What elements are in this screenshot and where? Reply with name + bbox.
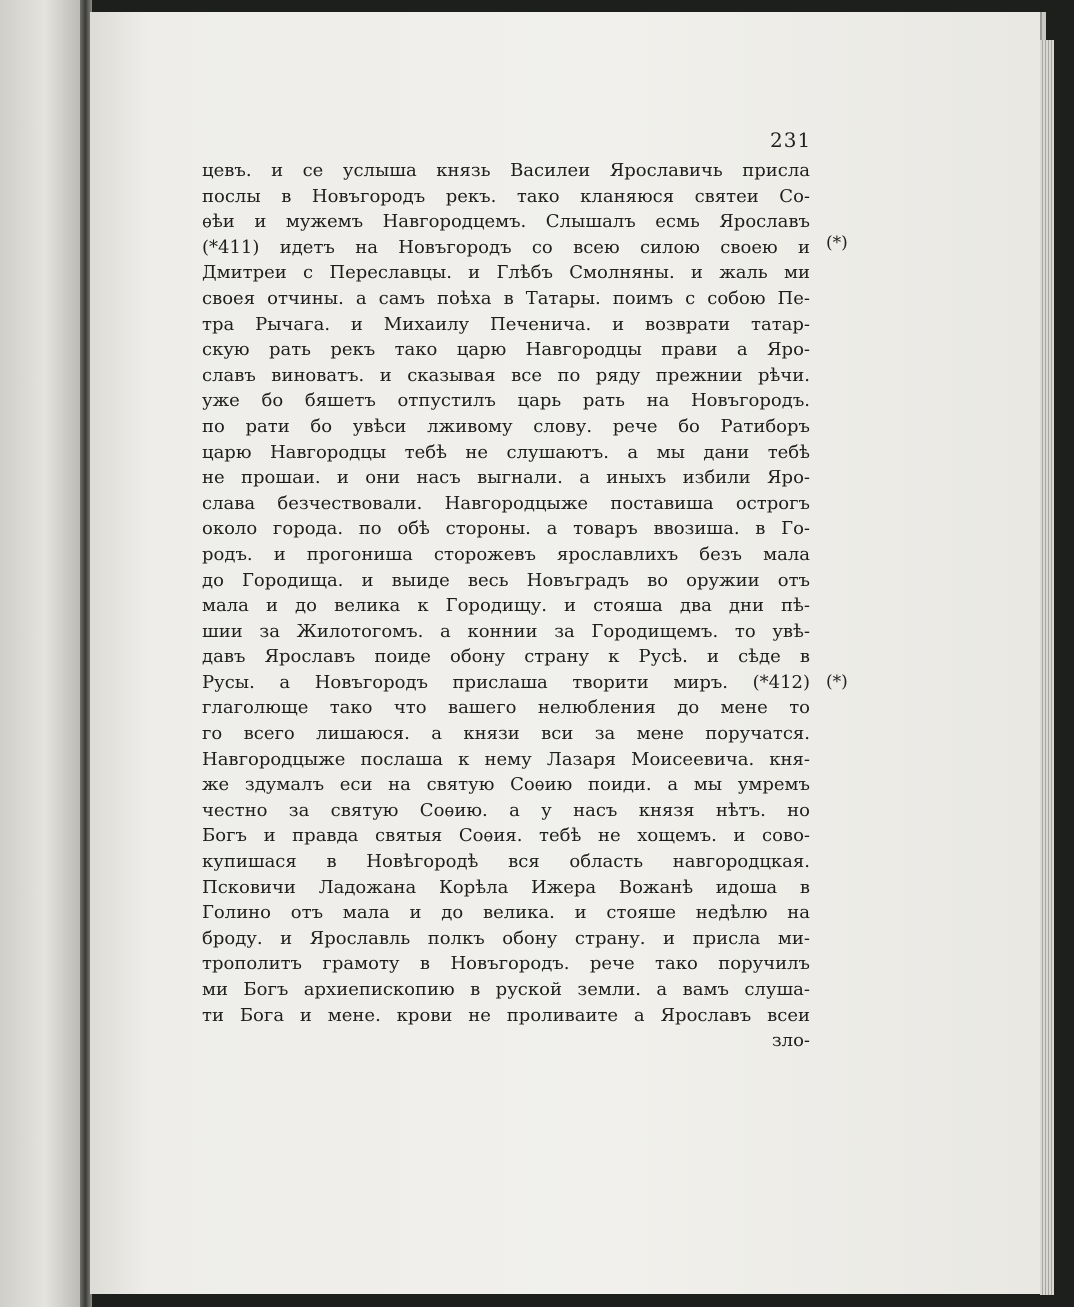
text-line: шии за Жилотогомъ. а коннии за Городищемъ. то увѣ-: [202, 620, 810, 642]
text-line: Навгородцыже послаша к нему Лазаря Моисеевича. кня-: [202, 748, 810, 770]
text-line: скую рать рекъ тако царю Навгородцы прави а Яро-: [202, 339, 810, 361]
text-line: славъ виноватъ. и сказывая все по ряду прежнии рѣчи.: [202, 364, 810, 386]
text-line: мала и до велика к Городищу. и стояша два дни пѣ-: [202, 595, 810, 617]
text-line: Богъ и правда святыя Соѳия. тебѣ не хощемъ. и сово-: [202, 825, 810, 847]
text-line: броду. и Ярославль полкъ обону страну. и присла ми-: [202, 927, 810, 949]
text-line: (*411) идетъ на Новъгородъ со всею силою своею и: [202, 236, 810, 258]
text-line: своея отчины. а самъ поѣха в Татары. поимъ с собою Пе-: [202, 287, 810, 309]
text-line: ти Бога и мене. крови не проливаите а Ярославъ всеи: [202, 1004, 810, 1026]
text-line: царю Навгородцы тебѣ не слушаютъ. а мы дани тебѣ: [202, 441, 810, 463]
text-line: до Городища. и выиде весь Новъградъ во оружии отъ: [202, 569, 810, 591]
text-line: ми Богъ архиепископию в руской земли. а вамъ слуша-: [202, 979, 810, 1000]
text-line: слава безчествовали. Навгородцыже поставиша острогъ: [202, 492, 810, 514]
text-line: цевъ. и се услыша князь Василеи Ярославичь присла: [202, 160, 810, 181]
page-stack-edge: [1040, 40, 1054, 1295]
text-line: по рати бо увѣси лживому слову. рече бо Ратиборъ: [202, 415, 810, 437]
text-line: же здумалъ еси на святую Соѳию поиди. а мы умремъ: [202, 774, 810, 796]
text-line: глаголюще тако что вашего нелюбления до мене то: [202, 697, 810, 719]
text-line: ѳѣи и мужемъ Навгородцемъ. Слышалъ есмь Ярославъ: [202, 211, 810, 233]
text-line: Голино отъ мала и до велика. и стояше недѣлю на: [202, 902, 810, 924]
text-line: послы в Новъгородъ рекъ. тако кланяюся святеи Со-: [202, 185, 810, 207]
body-text: [202, 158, 810, 1054]
text-line: не прошаи. и они насъ выгнали. а иныхъ избили Яро-: [202, 467, 810, 489]
text-line: трополитъ грамоту в Новъгородъ. рече тако поручилъ: [202, 953, 810, 975]
text-line: Русы. а Новъгородъ прислаша творити миръ. (*412): [202, 671, 810, 693]
text-line: Дмитреи с Переславцы. и Глѣбъ Смолняны. и жаль ми: [202, 262, 810, 284]
left-page-edge: [0, 0, 82, 1307]
text-line: давъ Ярославъ поиде обону страну к Русѣ. и сѣде в: [202, 646, 810, 668]
margin-note-asterisk: (*): [826, 233, 848, 253]
page-number: 231: [770, 128, 812, 152]
margin-note-asterisk: (*): [826, 672, 848, 692]
text-line: уже бо бяшетъ отпустилъ царь рать на Новъгородъ.: [202, 390, 810, 412]
text-line: около города. по обѣ стороны. а товаръ ввозиша. в Го-: [202, 518, 810, 540]
catchword: зло-: [771, 1030, 810, 1052]
text-line: честно за святую Соѳию. а у насъ князя нѣтъ. но: [202, 799, 810, 821]
text-line: Псковичи Ладожана Корѣла Ижера Вожанѣ идоша в: [202, 876, 810, 898]
text-line: го всего лишаюся. а князи вси за мене поручатся.: [202, 723, 810, 745]
text-line: тра Рычага. и Михаилу Печенича. и возврати татар-: [202, 313, 810, 335]
text-line: купишася в Новѣгородѣ вся область навгородцкая.: [202, 851, 810, 873]
text-line: родъ. и прогониша сторожевъ ярославлихъ безъ мала: [202, 543, 810, 565]
